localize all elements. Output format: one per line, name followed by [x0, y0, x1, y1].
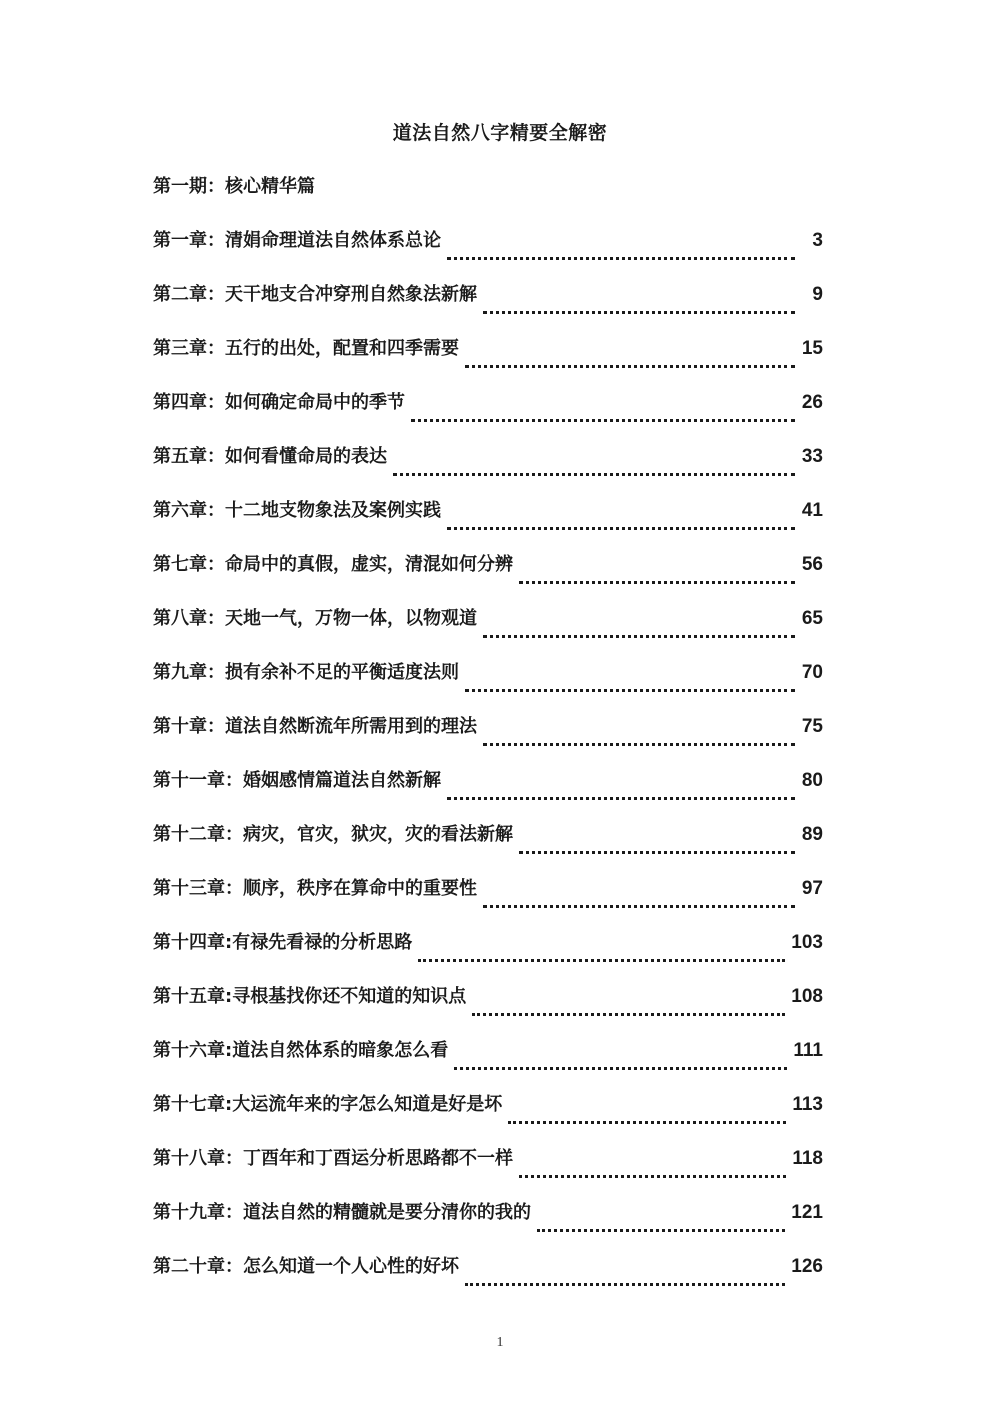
toc-page-number: 118 — [792, 1148, 823, 1169]
toc-entry[interactable] — [153, 1252, 823, 1306]
toc-entry[interactable] — [153, 1198, 823, 1252]
toc-page-number: 70 — [801, 662, 823, 683]
toc-chapter-title: 清娟命理道法自然体系总论 — [225, 230, 441, 251]
dot-leader — [465, 1269, 785, 1289]
dot-leader — [537, 1215, 785, 1235]
toc-page-number: 80 — [801, 770, 823, 791]
toc-chapter-label: 第十四章: — [153, 932, 233, 953]
dot-leader — [483, 891, 795, 911]
toc-chapter-title: 命局中的真假，虚实，清混如何分辨 — [225, 554, 513, 575]
toc-page-number: 126 — [791, 1256, 823, 1277]
dot-leader — [465, 351, 795, 371]
toc-page-number: 89 — [801, 824, 823, 845]
dot-leader — [519, 1161, 786, 1181]
page-number: 1 — [496, 1335, 504, 1350]
toc-chapter-title: 天地一气，万物一体，以物观道 — [225, 608, 477, 629]
toc-chapter-label: 第二十章： — [153, 1256, 243, 1277]
toc-chapter-title: 损有余补不足的平衡适度法则 — [225, 662, 459, 683]
toc-entry[interactable] — [153, 604, 823, 658]
toc-chapter-title: 五行的出处，配置和四季需要 — [225, 338, 459, 359]
toc-chapter-title: 寻根基找你还不知道的知识点 — [232, 986, 467, 1007]
toc-entry[interactable] — [153, 280, 823, 334]
dot-leader — [508, 1107, 786, 1127]
dot-leader — [393, 459, 795, 479]
dot-leader — [472, 999, 785, 1019]
toc-entry[interactable] — [153, 928, 823, 982]
document-title: 道法自然八字精要全解密 — [392, 122, 608, 144]
toc-chapter-title: 如何看懂命局的表达 — [225, 446, 387, 467]
toc-entry[interactable] — [153, 820, 823, 874]
toc-entry[interactable] — [153, 874, 823, 928]
toc-chapter-label: 第六章： — [153, 500, 225, 521]
toc-page-number: 33 — [801, 446, 823, 467]
toc-chapter-title: 有禄先看禄的分析思路 — [232, 932, 413, 953]
toc-page-number: 9 — [812, 284, 823, 305]
toc-chapter-title: 道法自然断流年所需用到的理法 — [225, 716, 477, 737]
toc-chapter-title: 如何确定命局中的季节 — [225, 392, 405, 413]
toc-entry[interactable] — [153, 1144, 823, 1198]
dot-leader — [465, 675, 795, 695]
toc-chapter-label: 第十二章： — [153, 824, 243, 845]
toc-chapter-label: 第十三章： — [153, 878, 243, 899]
toc-chapter-label: 第十七章: — [153, 1094, 233, 1115]
toc-chapter-label: 第二章： — [153, 284, 225, 305]
toc-page-number: 121 — [791, 1202, 823, 1223]
toc-page-number: 113 — [792, 1094, 823, 1115]
toc-page-number: 56 — [801, 554, 823, 575]
toc-page-number: 75 — [801, 716, 823, 737]
toc-chapter-label: 第七章： — [153, 554, 225, 575]
toc-chapter-title: 病灾，官灾，狱灾，灾的看法新解 — [243, 824, 513, 845]
toc-entry[interactable] — [153, 766, 823, 820]
toc-page-number: 41 — [801, 500, 823, 521]
toc-chapter-title: 道法自然的精髓就是要分清你的我的 — [243, 1202, 531, 1223]
toc-chapter-label: 第九章： — [153, 662, 225, 683]
toc-page-number: 26 — [801, 392, 823, 413]
toc-chapter-title: 婚姻感情篇道法自然新解 — [243, 770, 441, 791]
toc-chapter-title: 十二地支物象法及案例实践 — [225, 500, 441, 521]
toc-chapter-label: 第十六章: — [153, 1040, 233, 1061]
dot-leader — [447, 243, 795, 263]
section-heading: 第一期：核心精华篇 — [153, 176, 315, 197]
toc-entry[interactable] — [153, 658, 823, 712]
toc-chapter-label: 第十一章： — [153, 770, 243, 791]
toc-chapter-title: 大运流年来的字怎么知道是好是坏 — [232, 1094, 503, 1115]
toc-chapter-title: 顺序，秩序在算命中的重要性 — [243, 878, 477, 899]
dot-leader — [411, 405, 795, 425]
toc-entry[interactable] — [153, 334, 823, 388]
toc-page-number: 97 — [801, 878, 823, 899]
dot-leader — [519, 837, 795, 857]
toc-chapter-label: 第十九章： — [153, 1202, 243, 1223]
toc-page-number: 3 — [812, 230, 823, 251]
toc-entry[interactable] — [153, 442, 823, 496]
toc-chapter-label: 第一章： — [153, 230, 225, 251]
table-of-contents — [153, 226, 823, 1306]
toc-entry[interactable] — [153, 496, 823, 550]
dot-leader — [447, 513, 795, 533]
toc-page-number: 103 — [791, 932, 823, 953]
dot-leader — [483, 621, 795, 641]
toc-chapter-label: 第四章： — [153, 392, 225, 413]
toc-page-number: 15 — [801, 338, 823, 359]
dot-leader — [519, 567, 795, 587]
dot-leader — [483, 297, 795, 317]
toc-chapter-title: 道法自然体系的暗象怎么看 — [232, 1040, 449, 1061]
toc-chapter-title: 天干地支合冲穿刑自然象法新解 — [225, 284, 477, 305]
toc-entry[interactable] — [153, 550, 823, 604]
toc-chapter-label: 第三章： — [153, 338, 225, 359]
toc-entry[interactable] — [153, 1036, 823, 1090]
toc-chapter-label: 第八章： — [153, 608, 225, 629]
toc-entry[interactable] — [153, 982, 823, 1036]
toc-entry[interactable] — [153, 1090, 823, 1144]
dot-leader — [447, 783, 795, 803]
dot-leader — [418, 945, 785, 965]
dot-leader — [454, 1053, 787, 1073]
toc-chapter-label: 第十章： — [153, 716, 225, 737]
toc-page-number: 111 — [793, 1040, 823, 1061]
toc-chapter-label: 第五章： — [153, 446, 225, 467]
toc-chapter-title: 怎么知道一个人心性的好坏 — [243, 1256, 459, 1277]
toc-chapter-title: 丁酉年和丁酉运分析思路都不一样 — [243, 1148, 513, 1169]
toc-entry[interactable] — [153, 388, 823, 442]
toc-entry[interactable] — [153, 712, 823, 766]
toc-entry[interactable] — [153, 226, 823, 280]
toc-chapter-label: 第十八章： — [153, 1148, 243, 1169]
toc-page-number: 65 — [801, 608, 823, 629]
toc-page-number: 108 — [791, 986, 823, 1007]
dot-leader — [483, 729, 795, 749]
toc-chapter-label: 第十五章: — [153, 986, 233, 1007]
